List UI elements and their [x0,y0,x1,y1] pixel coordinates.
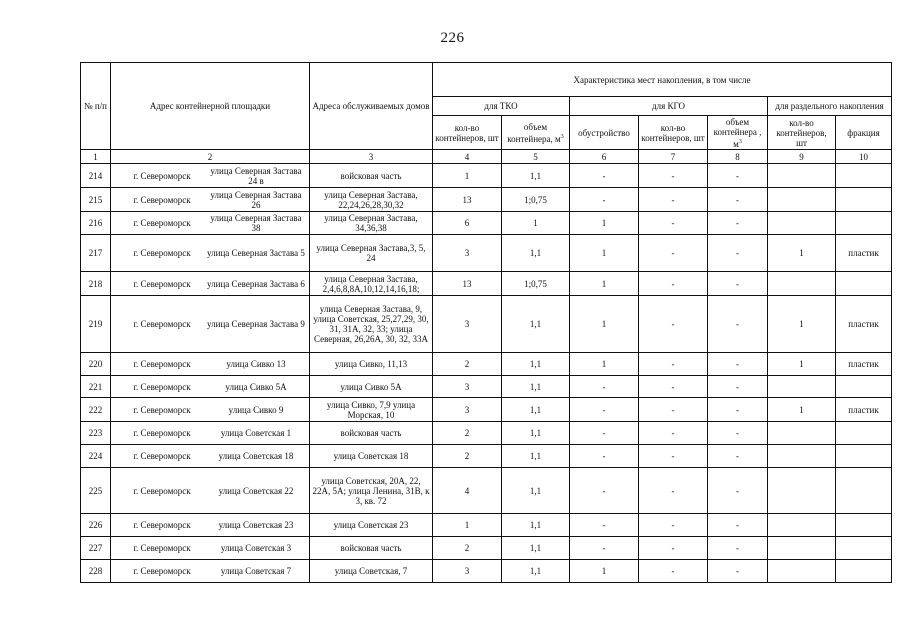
tko-count: 4 [433,468,502,514]
row-number: 223 [81,422,111,445]
kgo-count: - [639,560,708,583]
site-address [111,188,310,212]
tko-count: 3 [433,296,502,353]
row-number: 215 [81,188,111,212]
row-number: 220 [81,353,111,376]
kgo-volume: - [708,445,768,468]
city-name: г. Североморск [133,485,191,496]
kgo-equipment: - [570,422,639,445]
table-row [81,376,892,398]
separate-fraction [836,445,892,468]
served-houses: улица Сивко 5А [310,376,433,398]
street-address: улица Советская 23 [218,520,294,530]
street-address: улица Северная Застава 5 [207,248,305,258]
header-separate: для раздельного накопления [768,97,892,116]
table-row [81,514,892,537]
kgo-volume: - [708,164,768,188]
kgo-count: - [639,514,708,537]
site-address [111,272,310,296]
column-number: 1 [81,150,111,164]
table-row [81,445,892,468]
site-address [111,537,310,560]
separate-fraction [836,272,892,296]
kgo-count: - [639,235,708,272]
kgo-volume: - [708,468,768,514]
site-address [111,376,310,398]
site-address [111,468,310,514]
separate-count [768,468,836,514]
tko-volume: 1,1 [502,537,570,560]
separate-count [768,514,836,537]
street-address: улица Северная Застава 24 в [210,165,302,186]
header-tko-volume: объем контейнера, $м^3$ [502,116,570,150]
separate-count: 1 [768,235,836,272]
street-address: улица Советская 7 [220,566,292,576]
served-houses: улица Северная Застава, 34,36,38 [310,212,433,235]
kgo-count: - [639,272,708,296]
site-address [111,353,310,376]
street-address: улица Северная Застава 26 [210,189,302,210]
street-address: улица Северная Застава 9 [207,319,305,329]
row-number: 214 [81,164,111,188]
separate-fraction: пластик [836,296,892,353]
kgo-equipment: - [570,188,639,212]
table-row [81,560,892,583]
street-address: улица Северная Застава 38 [210,213,302,233]
site-address [111,560,310,583]
kgo-volume: - [708,353,768,376]
tko-volume: 1;0,75 [502,272,570,296]
kgo-equipment: - [570,398,639,422]
kgo-equipment: - [570,537,639,560]
column-number: 6 [570,150,639,164]
kgo-equipment: 1 [570,212,639,235]
table-row [81,468,892,514]
separate-fraction [836,468,892,514]
table-row [81,422,892,445]
separate-count [768,164,836,188]
kgo-count: - [639,422,708,445]
city-name: г. Североморск [133,218,191,228]
city-name: г. Североморск [133,520,191,530]
served-houses: улица Советская 23 [310,514,433,537]
city-name: г. Североморск [133,428,191,438]
header-address: Адрес контейнерной площадки [111,63,310,150]
page-number: 226 [440,30,465,46]
kgo-equipment: 1 [570,353,639,376]
city-name: г. Североморск [133,319,191,329]
kgo-count: - [639,376,708,398]
tko-count: 3 [433,398,502,422]
header-tko-count: кол-во контейнеров, шт [433,116,502,150]
tko-volume: 1,1 [502,422,570,445]
separate-fraction: пластик [836,235,892,272]
served-houses: улица Северная Застава, 2,4,6,8,8А,10,12,14,16,18; [310,272,433,296]
street-address: улица Советская 22 [218,485,294,496]
site-address [111,212,310,235]
kgo-equipment: 1 [570,272,639,296]
row-number: 228 [81,560,111,583]
city-name: г. Североморск [133,404,191,415]
tko-count: 2 [433,537,502,560]
column-number: 2 [111,150,310,164]
separate-count [768,376,836,398]
served-houses: улица Северная Застава, 9, улица Советская, 25,27,29, 30, 31, 31А, 32, 33; улица Северная, 26,26А, 30, 32, 33А [310,296,433,353]
site-address [111,445,310,468]
kgo-equipment: - [570,164,639,188]
tko-count: 13 [433,272,502,296]
tko-count: 3 [433,560,502,583]
header-tko: для ТКО [433,97,570,116]
table-row [81,296,892,353]
served-houses: улица Советская 18 [310,445,433,468]
kgo-volume: - [708,296,768,353]
tko-count: 1 [433,164,502,188]
row-number: 217 [81,235,111,272]
city-name: г. Североморск [133,194,191,205]
street-address: улица Сивко 5А [225,381,287,392]
kgo-volume: - [708,422,768,445]
table-row [81,235,892,272]
kgo-equipment: 1 [570,296,639,353]
header-served-houses: Адреса обслуживаемых домов [310,63,433,150]
separate-fraction [836,212,892,235]
header-characteristics: Характеристика мест накопления, в том числе [433,63,892,97]
separate-count [768,272,836,296]
column-number: 7 [639,150,708,164]
city-name: г. Североморск [133,543,191,553]
separate-fraction [836,560,892,583]
kgo-volume: - [708,398,768,422]
kgo-volume: - [708,376,768,398]
city-name: г. Североморск [133,381,191,392]
city-name: г. Североморск [133,248,191,258]
separate-count [768,445,836,468]
table-row [81,537,892,560]
column-number: 5 [502,150,570,164]
served-houses: войсковая часть [310,537,433,560]
street-address: улица Сивко 13 [226,359,286,369]
separate-fraction [836,188,892,212]
header-kgo-count: кол-во контейнеров, шт [639,116,708,150]
tko-volume: 1,1 [502,376,570,398]
tko-count: 2 [433,445,502,468]
separate-count [768,560,836,583]
tko-volume: 1,1 [502,296,570,353]
tko-volume: 1,1 [502,353,570,376]
header-kgo-equipment: обустройство [570,116,639,150]
separate-fraction [836,514,892,537]
header-separate-count: кол-во контейнеров, шт [768,116,836,150]
column-number: 9 [768,150,836,164]
tko-volume: 1;0,75 [502,188,570,212]
tko-volume: 1,1 [502,468,570,514]
row-number: 219 [81,296,111,353]
tko-volume: 1,1 [502,445,570,468]
separate-count: 1 [768,398,836,422]
kgo-count: - [639,398,708,422]
column-numbers-row [81,150,892,164]
site-address [111,164,310,188]
kgo-volume: - [708,188,768,212]
kgo-count: - [639,353,708,376]
kgo-equipment: 1 [570,235,639,272]
tko-count: 2 [433,422,502,445]
tko-count: 3 [433,235,502,272]
separate-fraction: пластик [836,398,892,422]
row-number: 226 [81,514,111,537]
container-sites-table [80,62,892,583]
site-address [111,398,310,422]
kgo-count: - [639,212,708,235]
kgo-equipment: - [570,514,639,537]
table-row [81,188,892,212]
column-number: 3 [310,150,433,164]
kgo-count: - [639,164,708,188]
site-address [111,235,310,272]
kgo-count: - [639,188,708,212]
table-row [81,353,892,376]
site-address [111,422,310,445]
served-houses: улица Северная Застава, 22,24,26,28,30,32 [310,188,433,212]
served-houses: улица Советская, 7 [310,560,433,583]
kgo-volume: - [708,212,768,235]
site-address [111,296,310,353]
city-name: г. Североморск [133,451,191,461]
street-address: улица Советская 3 [220,543,292,553]
kgo-equipment: - [570,376,639,398]
kgo-equipment: - [570,468,639,514]
served-houses: войсковая часть [310,422,433,445]
kgo-volume: - [708,272,768,296]
kgo-equipment: - [570,445,639,468]
tko-count: 2 [433,353,502,376]
column-number: 8 [708,150,768,164]
tko-volume: 1,1 [502,164,570,188]
site-address [111,514,310,537]
tko-volume: 1,1 [502,560,570,583]
table-row [81,164,892,188]
served-houses: улица Советская, 20А, 22, 22А, 5А; улица Ленина, 31В, к 3, кв. 72 [310,468,433,514]
served-houses: улица Северная Застава,3, 5, 24 [310,235,433,272]
table-row [81,212,892,235]
tko-count: 6 [433,212,502,235]
city-name: г. Североморск [133,170,191,181]
separate-fraction [836,422,892,445]
separate-count [768,188,836,212]
header-num: № п/п [81,63,111,150]
street-address: улица Сивко 9 [228,404,284,415]
tko-volume: 1,1 [502,398,570,422]
served-houses: улица Сивко, 11,13 [310,353,433,376]
table-row [81,398,892,422]
separate-fraction [836,537,892,560]
kgo-count: - [639,468,708,514]
tko-volume: 1,1 [502,514,570,537]
kgo-count: - [639,537,708,560]
separate-fraction: пластик [836,353,892,376]
kgo-volume: - [708,537,768,560]
street-address: улица Советская 18 [218,451,294,461]
separate-count [768,212,836,235]
separate-fraction [836,164,892,188]
separate-count: 1 [768,296,836,353]
table-body [81,164,892,583]
table-row [81,272,892,296]
row-number: 227 [81,537,111,560]
city-name: г. Североморск [133,566,191,576]
separate-fraction [836,376,892,398]
tko-volume: 1,1 [502,235,570,272]
column-number: 10 [836,150,892,164]
kgo-volume: - [708,560,768,583]
tko-count: 3 [433,376,502,398]
kgo-volume: - [708,235,768,272]
row-number: 222 [81,398,111,422]
kgo-volume: - [708,514,768,537]
city-name: г. Североморск [133,359,191,369]
header-kgo: для КГО [570,97,768,116]
kgo-count: - [639,296,708,353]
header-separate-fraction: фракция [836,116,892,150]
separate-count: 1 [768,353,836,376]
column-number: 4 [433,150,502,164]
tko-count: 1 [433,514,502,537]
served-houses: войсковая часть [310,164,433,188]
header-kgo-volume: объем контейнера , $м^3$ [708,116,768,150]
row-number: 218 [81,272,111,296]
row-number: 216 [81,212,111,235]
street-address: улица Советская 1 [220,428,292,438]
tko-count: 13 [433,188,502,212]
separate-count [768,537,836,560]
street-address: улица Северная Застава 6 [207,278,305,289]
tko-volume: 1 [502,212,570,235]
city-name: г. Североморск [133,278,191,289]
kgo-count: - [639,445,708,468]
separate-count [768,422,836,445]
row-number: 225 [81,468,111,514]
row-number: 221 [81,376,111,398]
kgo-equipment: 1 [570,560,639,583]
served-houses: улица Сивко, 7,9 улица Морская, 10 [310,398,433,422]
row-number: 224 [81,445,111,468]
